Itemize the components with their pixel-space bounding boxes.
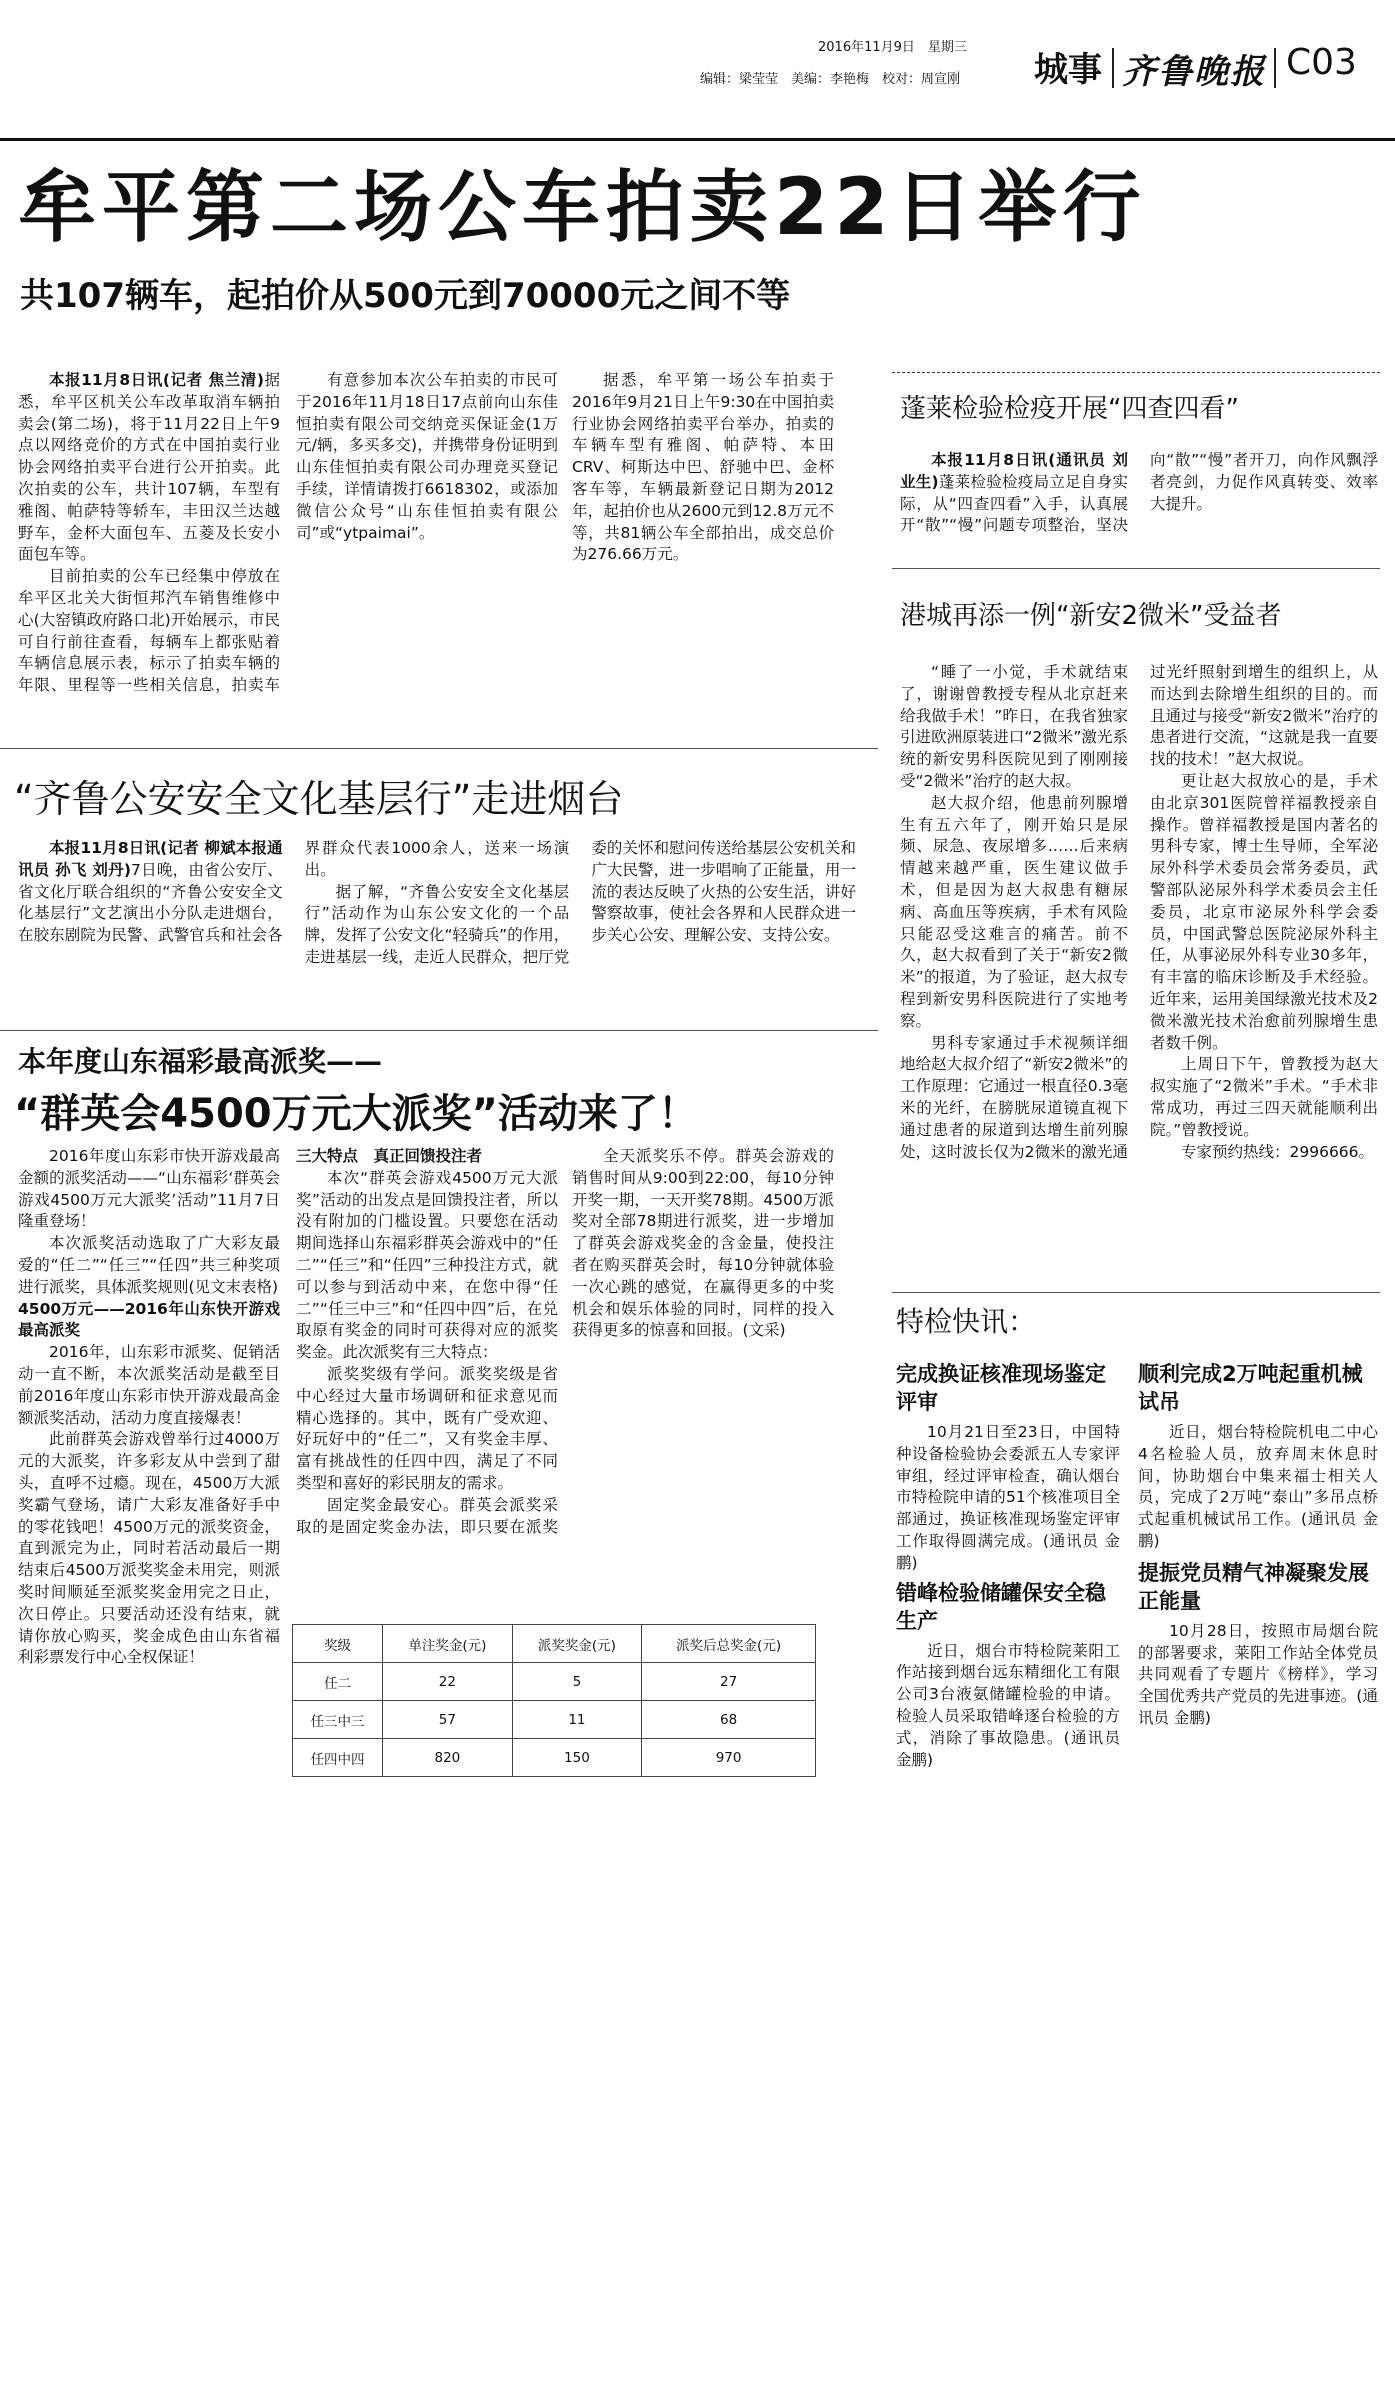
- section-label: 城事: [1034, 50, 1102, 90]
- news-item-3-head: 顺利完成2万吨起重机械试吊: [1138, 1362, 1363, 1414]
- a1-col3: 据悉，牟平第一场公车拍卖于2016年9月21日上午9:30在中国拍卖行业协会网络拍卖平台举办，拍卖的车辆车型有雅阁、帕萨特、本田CRV、柯斯达中巴、舒驰中巴、金杯客车等，车辆最新登记日期为2012年，起拍价也从2600元到12.8万元不等，共81辆公车全部拍出，成交总价为276.66万元。: [572, 371, 834, 564]
- header-date: 2016年11月9日 星期三: [818, 40, 967, 55]
- a6-col1: 完成换证核准现场鉴定评审 10月21日至23日，中国特种设备检验协会委派五人专家评审组，经过评审检查，确认烟台市特检院申请的51个核准项目全部通过，换证核准现场鉴定评审工作取得圆满完成。(通讯员 金鹏) 错峰检验储罐保安全稳生产 近日，烟台市特检院莱阳工作站接到烟台远东精细化工有限公司3台液氨储罐检验的申请。检验人员采取错峰逐台检验的方式，消除了事故隐患。(通讯员 金鹏): [896, 1362, 1120, 1769]
- page-number: C03: [1286, 42, 1357, 83]
- a5-subhead-1: 4500万元——2016年山东快开游戏最高派奖: [18, 1299, 280, 1340]
- newspaper-logo: 齐鲁晚报: [1122, 52, 1266, 92]
- expert-hotline: 专家预约热线：2996666。: [1181, 1142, 1375, 1161]
- a5-col2: 三大特点 真正回馈投注者 本次“群英会游戏4500万元大派奖”活动的出发点是回馈投注者，所以没有附加的门槛设置。只要您在活动期间选择山东福彩群英会游戏中的“任二”“任三”和“任四”三种投注方式，就可以参与到活动中来，在您中得“任二”“任三中三”和“任四中四”后，在兑取原有奖金的同时可获得对应的派奖奖金。此次派奖有三大特点： 派奖奖级有学问。派奖奖级是省中心经过大量市场调研和征求意见而精心选择的。其中，既有广受欢迎、好玩好中的“任二”，又有奖金丰厚、富有挑战性的任四中四，满足了不同类型和喜好的彩民朋友的需求。 固定奖金最安心。群英会派奖采取的是固定奖金办法，即只要在派奖: [296, 1147, 558, 1536]
- a6-headline: 特检快讯：: [896, 1305, 1037, 1338]
- a5-headline: “群英会4500万元大派奖”活动来了！: [14, 1091, 698, 1137]
- prize-table: [292, 1624, 816, 1777]
- table-header-row: 奖级 单注奖金(元) 派奖奖金(元) 派奖后总奖金(元): [293, 1625, 816, 1663]
- table-row: 任二 22 5 27: [293, 1663, 816, 1701]
- a1-col2: 有意参加本次公车拍卖的市民可于2016年11月18日17点前向山东佳恒拍卖有限公司交纳竞买保证金(1万元/辆，多买多交)，并携带身份证明到山东佳恒拍卖有限公司办理竞买登记手续，详情请拨打6618302，或添加微信公众号“山东佳恒拍卖有限公司”或“ytpaimai”。: [296, 371, 558, 542]
- table-row: 任四中四 820 150 970: [293, 1739, 816, 1777]
- a5-col1: 2016年度山东彩市快开游戏最高金额的派奖活动——“山东福彩‘群英会游戏4500万元大派奖’活动”11月7日隆重登场！ 本次派奖活动选取了广大彩友最爱的“任二”“任三”“任四”共三种奖项进行派奖，具体派奖规则(见文末表格) 4500万元——2016年山东快开游戏最高派奖 2016年，山东彩市派奖、促销活动一直不断，本次派奖活动是截至目前2016年度山东彩市快开游戏最高金额派奖活动，活动力度直接爆表！ 此前群英会游戏曾举行过4000万元的大派奖，许多彩友从中尝到了甜头，直呼不过瘾。现在，4500万大派奖霸气登场，请广大彩友准备好手中的零花钱吧！4500万元的派奖资金，直到派完为止，同时若活动最后一期结束后4500万派奖奖金未用完，则派奖时间顺延至派奖奖金用完之日止，次日停止。只要活动还没有结束，就请你放心购买，奖金成色由山东省福利彩票发行中心全权保证！: [18, 1147, 280, 1667]
- a3-body: “睡了一小觉，手术就结束了，谢谢曾教授专程从北京赶来给我做手术！”昨日，在我省独家引进欧洲原装进口“2微米”激光系统的新安男科医院见到了刚刚接受“2微米”治疗的赵大叔。 赵大叔介绍，他患前列腺增生有五六年了，刚开始只是尿频、尿急、夜尿增多……后来病情越来越严重，医生建议做手术，但是因为赵大叔患有糖尿病、高血压等疾病，手术有风险只能忍受这难言的痛苦。前不久，赵大叔看到了关于“新安2微米”的报道，为了验证，赵大叔专程到新安男科医院进行了实地考察。 男科专家通过手术视频详细地给赵大叔介绍了“新安2微米”的工作原理：它通过一根直径0.3毫米的光纤，在膀胱尿道镜直视下通过患者的尿道到达增生前列腺处，这时波长仅为2微米的激光通过光纤照射到增生的组织上，从而达到去除增生组织的目的。而且通过与接受“新安2微米”治疗的患者进行交流，“这就是我一直要找的技术！”赵大叔说。 更让赵大叔放心的是，手术由北京301医院曾祥福教授亲自操作。曾祥福教授是国内著名的男科专家，博士生导师，全军泌尿外科学术委员会常务委员，武警部队泌尿外科学术委员会主任委员，北京市泌尿外科学会委员，中国武警总医院泌尿外科主任，从事泌尿外科专业30多年，有丰富的临床诊断及手术经验。近年来，运用美国绿激光技术及2微米激光技术治愈前列腺增生患者数千例。 上周日下午，曾教授为赵大叔实施了“2微米”手术。“手术非常成功，再过三四天就能顺利出院。”曾教授说。 专家预约热线：2996666。: [900, 662, 1378, 1262]
- a1-col1: 本报11月8日讯(记者 焦兰清)据悉，牟平区机关公车改革取消车辆拍卖会(第二场)，将于11月22日上午9点以网络竞价的方式在中国拍卖行业协会网络拍卖平台进行公开拍卖。此次拍卖的公车，共计107辆，车型有雅阁、帕萨特等轿车，丰田汉兰达越野车，金杯大面包车、五菱及长安小面包车等。 目前拍卖的公车已经集中停放在牟平区北关大街恒邦汽车销售维修中心(大窑镇政府路口北)开始展示，市民可自行前往查看，每辆车上都张贴着车辆信息展示表，标示了拍卖车辆的年限、里程等一些相关信息，拍卖车: [18, 371, 280, 695]
- news-item-1-head: 完成换证核准现场鉴定评审: [896, 1362, 1106, 1414]
- a1-subheadline: 共107辆车，起拍价从500元到70000元之间不等: [20, 276, 791, 316]
- table-row: 任三中三 57 11 68: [293, 1701, 816, 1739]
- header-editors: 编辑：梁莹莹 美编：李艳梅 校对：周宣刚: [700, 72, 961, 87]
- a6-col2: 顺利完成2万吨起重机械试吊 近日，烟台特检院机电二中心4名检验人员，放弃周末休息时间，协助烟台中集来福士相关人员，完成了2万吨“泰山”多吊点桥式起重机械试吊工作。(通讯员 金鹏) 提振党员精气神凝聚发展正能量 10月28日，按照市局烟台院的部署要求，莱阳工作站全体党员共同观看了专题片《榜样》，学习全国优秀共产党员的先进事迹。(通讯员 金鹏): [1138, 1362, 1378, 1727]
- a4-headline: “齐鲁公安安全文化基层行”走进烟台: [14, 777, 624, 821]
- news-item-4-head: 提振党员精气神凝聚发展正能量: [1138, 1560, 1369, 1613]
- a2-headline: 蓬莱检验检疫开展“四查四看”: [900, 394, 1239, 424]
- page-header: [0, 0, 1395, 140]
- news-item-2-head: 错峰检验储罐保安全稳生产: [896, 1580, 1106, 1633]
- a1-headline: 牟平第二场公车拍卖22日举行: [18, 163, 1147, 253]
- a4-body: 本报11月8日讯(记者 柳斌本报通讯员 孙飞 刘丹)7日晚，由省公安厅、省文化厅联合组织的“齐鲁公安安全文化基层行”文艺演出小分队走进烟台，在胶东剧院为民警、武警官兵和社会各界群众代表1000余人，送来一场演出。 据了解，“齐鲁公安安全文化基层行”活动作为山东公安文化的一个品牌，发挥了公安文化“轻骑兵”的作用，走进基层一线，走近人民群众，把厅党委的关怀和慰问传送给基层公安机关和广大民警，进一步唱响了正能量，用一流的表达反映了火热的公安生活，讲好警察故事，使社会各界和人民群众进一步关心公安、理解公安、支持公安。: [18, 839, 856, 966]
- a1-byline: 本报11月8日讯(记者 焦兰清): [49, 371, 264, 389]
- a2-body: 本报11月8日讯(通讯员 刘业生)蓬莱检验检疫局立足自身实际，从“四查四看”入手，认真展开“散”“慢”问题专项整治，坚决向“散”“慢”者开刀，向作风飘浮者亮剑，力促作风真转变、效率大提升。: [900, 451, 1378, 535]
- a3-headline: 港城再添一例“新安2微米”受益者: [900, 601, 1282, 631]
- a5-kicker: 本年度山东福彩最高派奖——: [18, 1045, 383, 1078]
- a5-col3: 全天派奖乐不停。群英会游戏的销售时间从9:00到22:00，每10分钟开奖一期，一天开奖78期。4500万派奖对全部78期进行派奖，进一步增加了群英会游戏奖金的含金量，使投注者在购买群英会时，每10分钟就体验一次心跳的感觉，在赢得更多的中奖机会和娱乐体验的同时，同样的投入获得更多的惊喜和回报。(文采): [572, 1147, 834, 1340]
- a5-subhead-2: 三大特点 真正回馈投注者: [296, 1147, 483, 1165]
